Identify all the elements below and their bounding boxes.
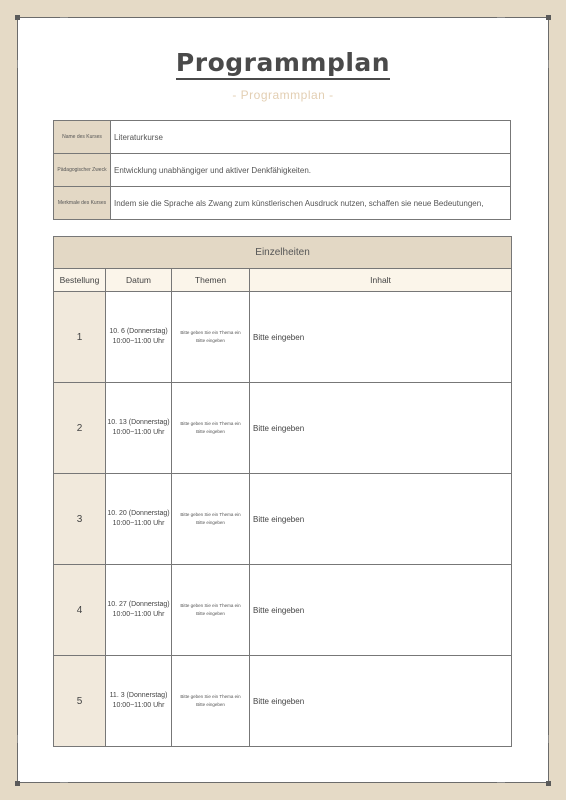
date-text: 10. 13 (Donnerstag) [107,419,170,426]
theme-placeholder-short: Bitte eingeben [196,611,225,616]
course-info-table [53,120,511,220]
theme-cell[interactable] [172,474,250,565]
info-row [54,187,511,220]
info-row [54,154,511,187]
info-label: Name des Kurses [54,121,111,154]
date-cell[interactable] [106,474,172,565]
page-title [0,48,566,77]
table-row [54,292,512,383]
edge-tick [60,17,68,18]
edge-tick [548,735,549,743]
info-value[interactable]: Entwicklung unabhängiger und aktiver Denkfähigkeiten. [111,154,511,187]
date-cell[interactable] [106,656,172,747]
date-cell[interactable] [106,565,172,656]
date-cell[interactable] [106,383,172,474]
corner-marker [15,15,20,20]
theme-placeholder-short: Bitte eingeben [196,702,225,707]
details-table [53,236,512,747]
column-header-order: Bestellung [54,269,106,292]
time-text: 10:00~11:00 Uhr [112,611,165,618]
edge-tick [60,782,68,783]
content-cell[interactable]: Bitte eingeben [250,656,512,747]
edge-tick [17,735,18,743]
info-value[interactable]: Literaturkurse [111,121,511,154]
details-heading: Einzelheiten [54,237,512,269]
table-row [54,383,512,474]
page-title-text: Programmplan [176,48,390,80]
theme-placeholder-short: Bitte eingeben [196,520,225,525]
order-cell: 3 [54,474,106,565]
date-text: 11. 3 (Donnerstag) [109,692,168,699]
edge-tick [497,782,505,783]
order-cell: 2 [54,383,106,474]
date-text: 10. 27 (Donnerstag) [107,601,170,608]
date-cell[interactable] [106,292,172,383]
column-header-content: Inhalt [250,269,512,292]
info-label: Merkmale des Kurses [54,187,111,220]
corner-marker [546,15,551,20]
time-text: 10:00~11:00 Uhr [112,702,165,709]
time-text: 10:00~11:00 Uhr [112,429,165,436]
order-cell: 1 [54,292,106,383]
table-row [54,656,512,747]
page-subtitle: - Programmplan - [232,88,334,102]
corner-marker [546,781,551,786]
date-text: 10. 6 (Donnerstag) [109,328,168,335]
theme-placeholder: Bitte geben Sie ein Thema ein [180,603,241,608]
theme-placeholder: Bitte geben Sie ein Thema ein [180,512,241,517]
theme-cell[interactable] [172,383,250,474]
theme-cell[interactable] [172,565,250,656]
content-cell[interactable]: Bitte eingeben [250,474,512,565]
time-text: 10:00~11:00 Uhr [112,520,165,527]
content-cell[interactable]: Bitte eingeben [250,292,512,383]
theme-placeholder: Bitte geben Sie ein Thema ein [180,330,241,335]
content-cell[interactable]: Bitte eingeben [250,383,512,474]
date-text: 10. 20 (Donnerstag) [107,510,170,517]
info-row [54,121,511,154]
theme-cell[interactable] [172,656,250,747]
theme-placeholder: Bitte geben Sie ein Thema ein [180,421,241,426]
corner-marker [15,781,20,786]
theme-placeholder: Bitte geben Sie ein Thema ein [180,694,241,699]
column-header-date: Datum [106,269,172,292]
info-label: Pädagogischer Zweck [54,154,111,187]
column-header-themes: Themen [172,269,250,292]
content-cell[interactable]: Bitte eingeben [250,565,512,656]
edge-tick [497,17,505,18]
order-cell: 5 [54,656,106,747]
order-cell: 4 [54,565,106,656]
theme-placeholder-short: Bitte eingeben [196,338,225,343]
info-value[interactable]: Indem sie die Sprache als Zwang zum künstlerischen Ausdruck nutzen, schaffen sie neue Bedeutungen, [111,187,511,220]
table-row [54,474,512,565]
time-text: 10:00~11:00 Uhr [112,338,165,345]
table-row [54,565,512,656]
theme-placeholder-short: Bitte eingeben [196,429,225,434]
theme-cell[interactable] [172,292,250,383]
